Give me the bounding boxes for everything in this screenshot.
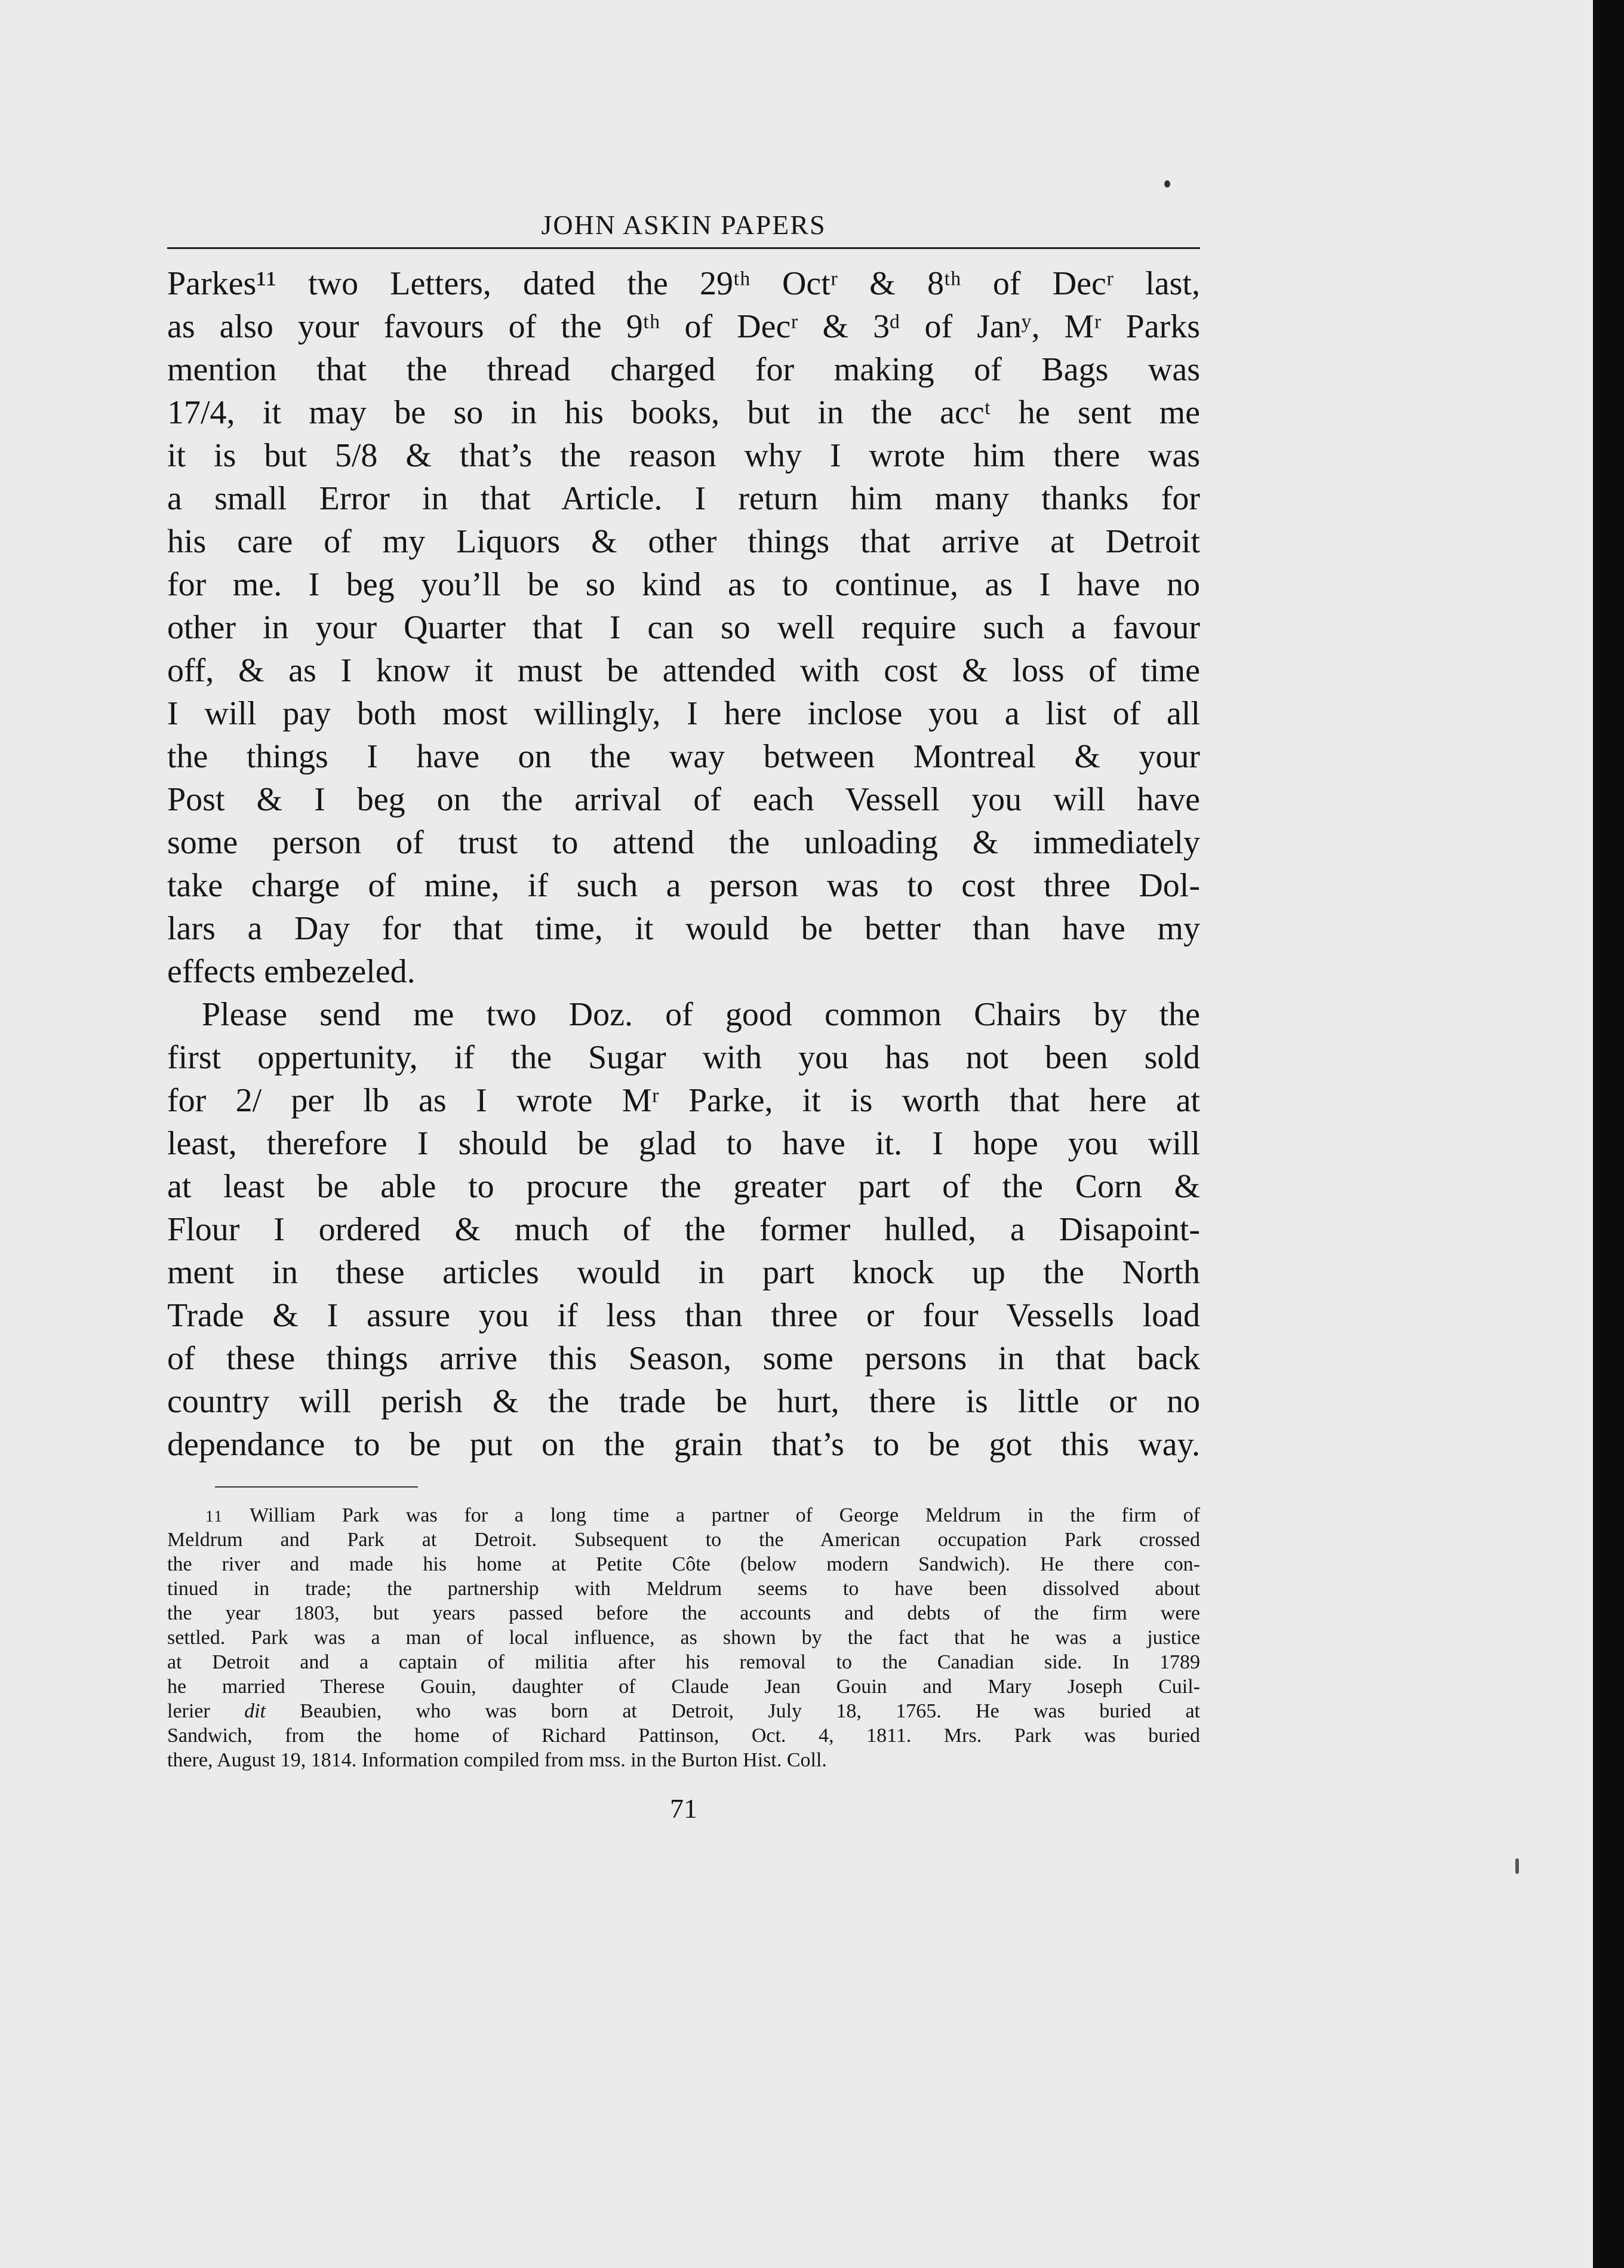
body-line: for 2/ per lb as I wrote Mʳ Parke, it is worth that here at	[167, 1082, 1200, 1119]
body-line: other in your Quarter that I can so well require such a favour	[167, 609, 1200, 646]
footnote-line: at Detroit and a captain of militia after his removal to the Canadian side. In 1789	[167, 1651, 1200, 1673]
body-line: Flour I ordered & much of the former hulled, a Disapoint-	[167, 1211, 1200, 1248]
footnote-text: lerier	[167, 1700, 245, 1722]
body-line: Trade & I assure you if less than three or four Vessells load	[167, 1297, 1200, 1334]
scan-border	[1593, 0, 1624, 2268]
body-line: ment in these articles would in part knock up the North	[167, 1254, 1200, 1291]
footnote-line: settled. Park was a man of local influence, as shown by the fact that he was a justice	[167, 1627, 1200, 1649]
body-line: least, therefore I should be glad to have it. I hope you will	[167, 1125, 1200, 1162]
footnote-line: Meldrum and Park at Detroit. Subsequent to the American occupation Park crossed	[167, 1529, 1200, 1551]
footnote-italic-text: dit	[244, 1700, 266, 1722]
running-head: JOHN ASKIN PAPERS	[167, 203, 1200, 249]
page-number: 71	[670, 1793, 697, 1824]
body-text	[167, 262, 1200, 1466]
body-line: Parkes¹¹ two Letters, dated the 29ᵗʰ Octʳ & 8ᵗʰ of Decʳ last,	[167, 265, 1200, 302]
footnote-text: William Park was for a long time a partner of George Meldrum in the firm of	[250, 1504, 1200, 1526]
body-line: lars a Day for that time, it would be better than have my	[167, 910, 1200, 947]
footnote-first-line	[167, 1503, 1200, 1528]
body-line: 17/4, it may be so in his books, but in the accᵗ he sent me	[167, 394, 1200, 431]
body-line: effects embezeled.	[167, 953, 416, 990]
body-line: off, & as I know it must be attended with cost & loss of time	[167, 652, 1200, 689]
body-line: of these things arrive this Season, some persons in that back	[167, 1340, 1200, 1377]
body-line: first oppertunity, if the Sugar with you has not been sold	[167, 1039, 1200, 1076]
body-line: I will pay both most willingly, I here inclose you a list of all	[167, 695, 1200, 732]
footnote-line	[167, 1699, 1200, 1723]
body-line: a small Error in that Article. I return him many thanks for	[167, 480, 1200, 517]
page-content	[167, 203, 1200, 1824]
body-line: take charge of mine, if such a person was to cost three Dol-	[167, 867, 1200, 904]
body-line: at least be able to procure the greater part of the Corn &	[167, 1168, 1200, 1205]
body-line: some person of trust to attend the unloading & immediately	[167, 824, 1200, 861]
body-line: it is but 5/8 & that’s the reason why I wrote him there was	[167, 437, 1200, 474]
footnote-line: the river and made his home at Petite Côte (below modern Sandwich). He there con-	[167, 1553, 1200, 1575]
footnote-text: Beaubien, who was born at Detroit, July 18, 1765. He was buried at	[265, 1700, 1200, 1722]
body-line: for me. I beg you’ll be so kind as to continue, as I have no	[167, 566, 1200, 603]
body-line: as also your favours of the 9ᵗʰ of Decʳ & 3ᵈ of Janʸ, Mʳ Parks	[167, 308, 1200, 345]
footnote-line: Sandwich, from the home of Richard Pattinson, Oct. 4, 1811. Mrs. Park was buried	[167, 1725, 1200, 1747]
body-line: country will perish & the trade be hurt, there is little or no	[167, 1383, 1200, 1420]
margin-mark	[1515, 1858, 1519, 1874]
body-line: Post & I beg on the arrival of each Vessell you will have	[167, 781, 1200, 818]
footnote-line: he married Therese Gouin, daughter of Claude Jean Gouin and Mary Joseph Cuil-	[167, 1676, 1200, 1698]
footnote-number: 11	[205, 1507, 223, 1525]
body-line: dependance to be put on the grain that’s to be got this way.	[167, 1426, 1200, 1463]
paragraph-start-line: Please send me two Doz. of good common Chairs by the	[202, 996, 1200, 1033]
body-line: his care of my Liquors & other things that arrive at Detroit	[167, 523, 1200, 560]
body-line: mention that the thread charged for making of Bags was	[167, 351, 1200, 388]
footnote-line: tinued in trade; the partnership with Meldrum seems to have been dissolved about	[167, 1578, 1200, 1600]
footnote	[167, 1503, 1200, 1772]
footnote-line: there, August 19, 1814. Information compiled from mss. in the Burton Hist. Coll.	[167, 1749, 827, 1771]
ink-speck	[1164, 180, 1170, 188]
footnote-rule	[215, 1486, 418, 1488]
footnote-line: the year 1803, but years passed before the accounts and debts of the firm were	[167, 1602, 1200, 1624]
body-line: the things I have on the way between Montreal & your	[167, 738, 1200, 775]
